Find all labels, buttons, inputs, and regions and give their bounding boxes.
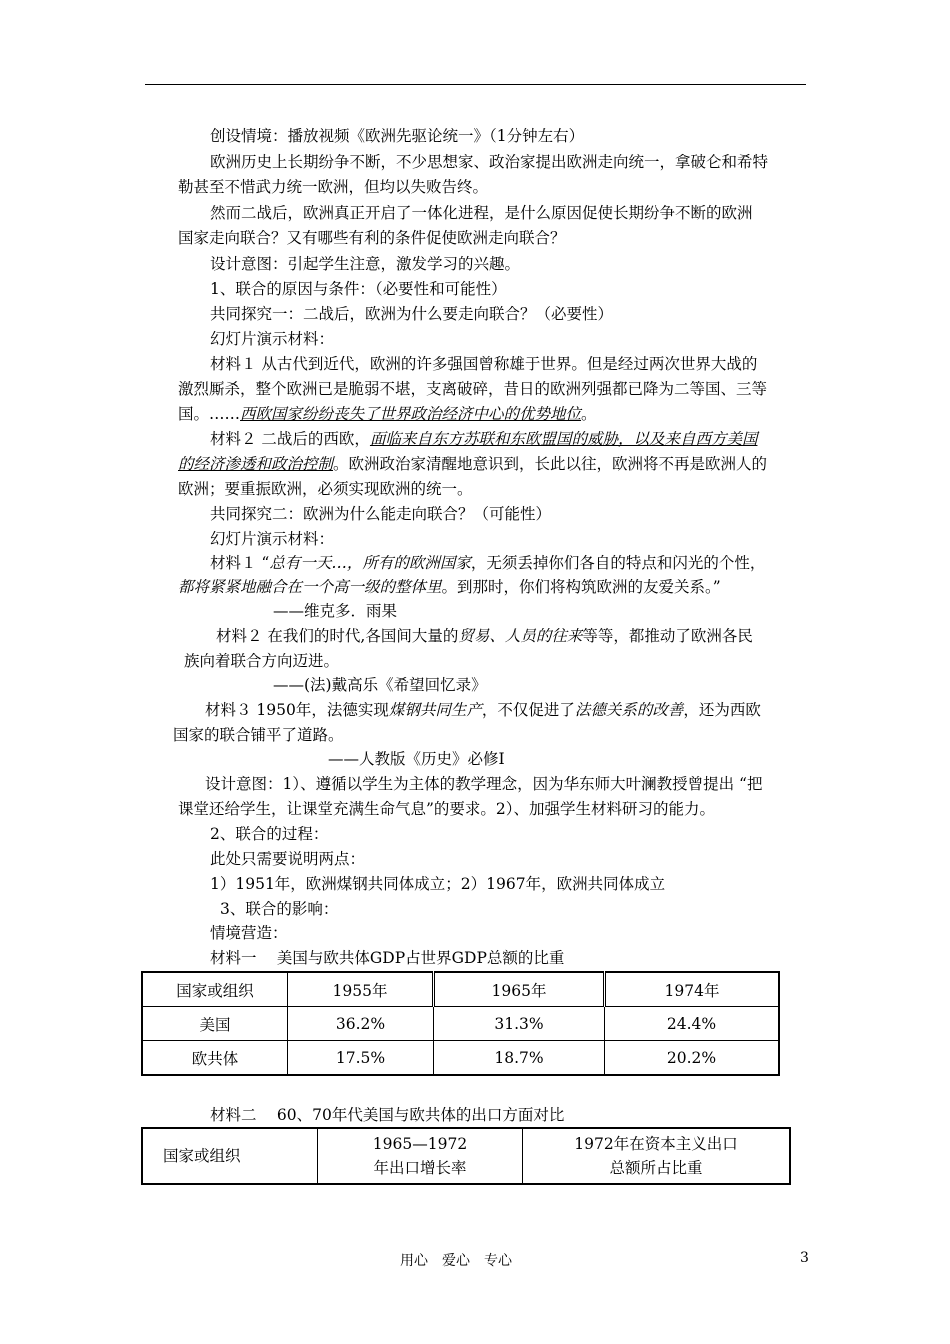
text-run: 。欧洲政治家清醒地意识到，长此以往，欧洲将不再是欧洲人的 bbox=[333, 455, 768, 473]
text-run: 材料２ 在我们的时代,各国间大量的 bbox=[216, 627, 459, 645]
emphasis-text: 贸易、人员的往来 bbox=[458, 627, 583, 645]
table-caption: 材料二 60、70年代美国与欧共体的出口方面对比 bbox=[210, 1106, 565, 1124]
paragraph-line: 国家的联合铺平了道路。 bbox=[173, 726, 344, 744]
page-number: 3 bbox=[800, 1250, 809, 1266]
paragraph-line: 情境营造： bbox=[210, 924, 288, 942]
table-header-cell: 国家或组织 bbox=[142, 972, 288, 1007]
header-rule bbox=[145, 84, 806, 85]
emphasis-text: 法德关系的改善 bbox=[574, 701, 684, 719]
table-row bbox=[142, 1007, 779, 1041]
text-run: 。 bbox=[581, 405, 597, 423]
paragraph-line: 勒甚至不惜武力统一欧洲，但均以失败告终。 bbox=[178, 178, 489, 196]
paragraph-line: 创设情境：播放视频《欧洲先驱论统一》（1分钟左右） bbox=[210, 127, 585, 145]
table-header-line: 1965—1972 bbox=[372, 1135, 468, 1153]
paragraph-line: 材料１ 从古代到近代，欧洲的许多强国曾称雄于世界。但是经过两次世界大战的 bbox=[210, 355, 758, 373]
section-heading: 1、联合的原因与条件：（必要性和可能性） bbox=[210, 280, 507, 298]
table-cell: 36.2% bbox=[288, 1007, 434, 1041]
table-cell: 美国 bbox=[142, 1007, 288, 1041]
table-header-cell bbox=[318, 1128, 523, 1184]
section-heading: 2、联合的过程： bbox=[210, 825, 329, 843]
paragraph-line: 欧洲历史上长期纷争不断，不少思想家、政治家提出欧洲走向统一，拿破仑和希特 bbox=[210, 153, 769, 171]
table-row bbox=[142, 1041, 779, 1076]
table-cell: 24.4% bbox=[605, 1007, 780, 1041]
paragraph-line bbox=[210, 551, 765, 575]
table-header-row bbox=[142, 972, 779, 1007]
text-run: 国。…… bbox=[178, 405, 241, 423]
paragraph-line: 课堂还给学生，让课堂充满生命气息”的要求。2）、加强学生材料研习的能力。 bbox=[178, 800, 716, 818]
paragraph-line: 欧洲；要重振欧洲，必须实现欧洲的统一。 bbox=[178, 480, 473, 498]
emphasis-text: 面临来自东方苏联和东欧盟国的威胁，以及来自西方美国 bbox=[369, 430, 758, 448]
table-cell: 17.5% bbox=[288, 1041, 434, 1076]
paragraph-line: 此处只需要说明两点： bbox=[210, 850, 366, 868]
text-run: ，不仅促进了 bbox=[481, 701, 575, 719]
citation: ——(法)戴高乐《希望回忆录》 bbox=[273, 676, 487, 694]
text-run: ，无须丢掉你们各自的特点和闪光的个性， bbox=[470, 554, 766, 572]
table-header-line: 年出口增长率 bbox=[373, 1159, 467, 1177]
emphasis-text: 都将紧紧地融合在一个高一级的整体里 bbox=[178, 578, 442, 596]
emphasis-text: 总有一天…，所有的欧洲国家 bbox=[269, 554, 471, 572]
table-header-cell: 1955年 bbox=[288, 972, 434, 1007]
text-run: ，还为西欧 bbox=[683, 701, 761, 719]
table-cell: 欧共体 bbox=[142, 1041, 288, 1076]
paragraph-line: 族向着联合方向迈进。 bbox=[184, 652, 340, 670]
gdp-share-table bbox=[141, 971, 780, 1076]
paragraph-line bbox=[216, 624, 753, 648]
table-caption: 材料一 美国与欧共体GDP占世界GDP总额的比重 bbox=[210, 949, 565, 967]
paragraph-line: 幻灯片演示材料： bbox=[210, 330, 335, 348]
table-header-line: 1972年在资本主义出口 bbox=[574, 1135, 738, 1153]
citation: ——人教版《历史》必修Ⅰ bbox=[328, 750, 505, 768]
table-header-cell bbox=[523, 1128, 791, 1184]
text-run: 材料２ 二战后的西欧， bbox=[210, 430, 370, 448]
paragraph-line: 设计意图：1）、遵循以学生为主体的教学理念，因为华东师大叶澜教授曾提出 “把 bbox=[205, 775, 763, 793]
table-header-cell: 国家或组织 bbox=[142, 1128, 318, 1184]
table-header-row bbox=[142, 1128, 790, 1184]
emphasis-text: 西欧国家纷纷丧失了世界政治经济中心的优势地位 bbox=[240, 405, 582, 423]
citation: ——维克多．雨果 bbox=[273, 602, 398, 620]
table-header-line: 总额所占比重 bbox=[609, 1159, 703, 1177]
export-comparison-table bbox=[141, 1127, 791, 1185]
table-cell: 18.7% bbox=[434, 1041, 605, 1076]
text-run: 。到那时，你们将构筑欧洲的友爱关系。” bbox=[441, 578, 721, 596]
paragraph-line: 国家走向联合？又有哪些有利的条件促使欧洲走向联合？ bbox=[178, 229, 566, 247]
paragraph-line: 共同探究一：二战后，欧洲为什么要走向联合？（必要性） bbox=[210, 305, 614, 323]
paragraph-line bbox=[178, 452, 767, 476]
paragraph-line: 然而二战后，欧洲真正开启了一体化进程，是什么原因促使长期纷争不断的欧洲 bbox=[210, 204, 753, 222]
paragraph-line: 共同探究二：欧洲为什么能走向联合？（可能性） bbox=[210, 505, 552, 523]
paragraph-line bbox=[205, 698, 761, 722]
footer-motto: 用心 爱心 专心 bbox=[400, 1253, 512, 1269]
paragraph-line bbox=[210, 427, 757, 451]
emphasis-text: 煤钢共同生产 bbox=[388, 701, 482, 719]
text-run: 等等，都推动了欧洲各民 bbox=[582, 627, 753, 645]
paragraph-line: 激烈厮杀，整个欧洲已是脆弱不堪，支离破碎，昔日的欧洲列强都已降为二等国、三等 bbox=[178, 380, 768, 398]
text-run: 材料１ “ bbox=[210, 554, 270, 572]
table-header-cell: 1974年 bbox=[605, 972, 780, 1007]
paragraph-line: 1）1951年，欧洲煤钢共同体成立；2）1967年，欧洲共同体成立 bbox=[210, 875, 666, 893]
table-header-cell: 1965年 bbox=[434, 972, 605, 1007]
text-run: 材料３ 1950年，法德实现 bbox=[205, 701, 389, 719]
section-heading: 3、联合的影响： bbox=[220, 900, 339, 918]
paragraph-line bbox=[178, 402, 597, 426]
table-cell: 31.3% bbox=[434, 1007, 605, 1041]
paragraph-line bbox=[178, 575, 721, 599]
table-cell: 20.2% bbox=[605, 1041, 780, 1076]
emphasis-text: 的经济渗透和政治控制 bbox=[178, 455, 334, 473]
paragraph-line: 设计意图：引起学生注意，激发学习的兴趣。 bbox=[210, 255, 521, 273]
paragraph-line: 幻灯片演示材料： bbox=[210, 530, 335, 548]
